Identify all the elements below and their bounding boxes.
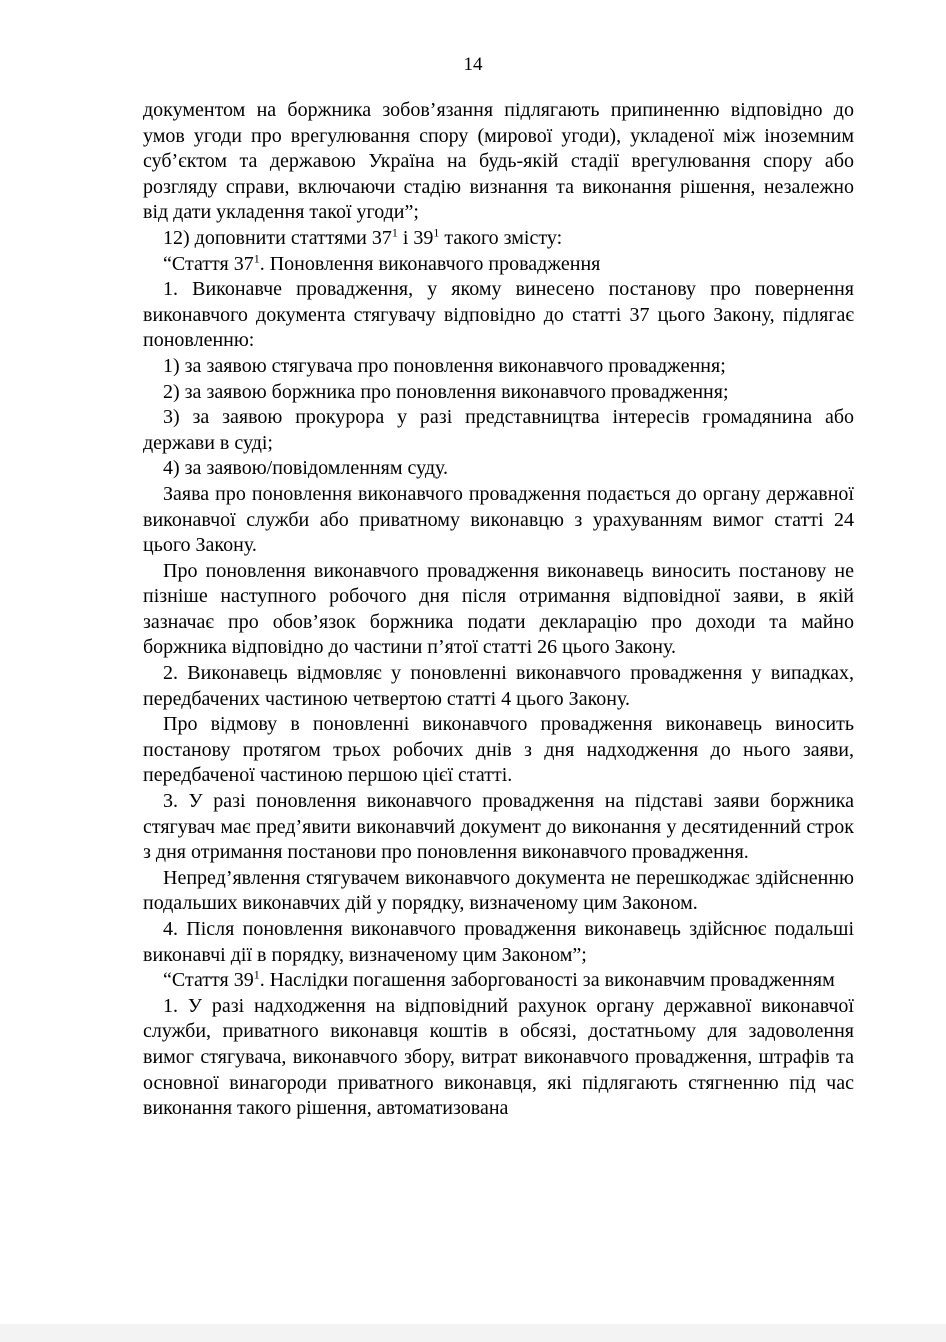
paragraph xyxy=(143,994,854,1122)
paragraph-text: такого змісту: xyxy=(439,226,563,249)
paragraph-text: Про поновлення виконавчого провадження виконавець виносить постанову не пізніше наступного робочого дня після отримання відповідної заяви, в якій зазначає про обов’язок боржника подати декларацію про доходи та майно боржника відповідно до частини п’ятої статті 26 цього Закону. xyxy=(143,559,854,659)
paragraph-text: Про відмову в поновленні виконавчого провадження виконавець виносить постанову протягом трьох робочих днів з дня надходження до нього заяви, передбаченої частиною першою цієї статті. xyxy=(143,713,854,787)
paragraph-text: 1. У разі надходження на відповідний рахунок органу державної виконавчої служби, приватного виконавця коштів в обсязі, достатньому для задоволення вимог стягувача, виконавчого збору, витрат виконавчого провадження, штрафів та основної винагороди приватного виконавця, які підлягають стягненню під час виконання такого рішення, автоматизована xyxy=(143,994,854,1120)
paragraph-text: . Поновлення виконавчого провадження xyxy=(259,252,601,275)
paragraph-text: Непред’явлення стягувачем виконавчого документа не перешкоджає здійсненню подальших виконавчих дій у порядку, визначеному цим Законом. xyxy=(143,866,854,915)
paragraph xyxy=(143,380,854,406)
superscript-index: 1 xyxy=(253,967,260,982)
paragraph xyxy=(143,789,854,866)
document-body xyxy=(143,98,854,1122)
paragraph xyxy=(143,559,854,661)
paragraph-text: 1) за заявою стягувача про поновлення виконавчого провадження; xyxy=(163,354,726,377)
superscript-index: 1 xyxy=(391,225,398,240)
paragraph-text: 2. Виконавець відмовляє у поновленні виконавчого провадження у випадках, передбачених частиною четвертою статті 4 цього Закону. xyxy=(143,662,854,710)
paragraph xyxy=(143,661,854,712)
paragraph xyxy=(143,405,854,456)
paragraph-text: 4) за заявою/повідомленням суду. xyxy=(163,457,449,480)
paragraph xyxy=(143,98,854,226)
paragraph-text: “Стаття 37 xyxy=(163,252,254,275)
paragraph xyxy=(143,277,854,354)
paragraph-text: . Наслідки погашення заборгованості за виконавчим провадженням xyxy=(259,969,835,992)
paragraph-text: 4. Після поновлення виконавчого провадження виконавець здійснює подальші виконавчі дії в порядку, визначеному цим Законом”; xyxy=(143,918,854,966)
paragraph xyxy=(143,917,854,968)
superscript-index: 1 xyxy=(433,225,440,240)
paragraph-text: 12) доповнити статтями 37 xyxy=(163,226,392,249)
paragraph xyxy=(143,866,854,917)
paragraph-text: 3) за заявою прокурора у разі представництва інтересів громадянина або держави в суді; xyxy=(143,406,854,454)
paragraph xyxy=(143,354,854,380)
paragraph xyxy=(143,226,854,252)
paragraph-text: Заява про поновлення виконавчого провадження подається до органу державної виконавчої служби або приватному виконавцю з урахуванням вимог статті 24 цього Закону. xyxy=(143,482,854,557)
paragraph-text: і 39 xyxy=(397,226,434,249)
paragraph xyxy=(143,252,854,278)
paragraph xyxy=(143,712,854,789)
page-bottom-edge xyxy=(0,1324,946,1342)
paragraph xyxy=(143,456,854,482)
paragraph-text: “Стаття 39 xyxy=(163,969,254,992)
paragraph-text: 3. У разі поновлення виконавчого провадження на підставі заяви боржника стягувач має пред’явити виконавчий документ до виконання у десятиденний строк з дня отримання постанови про поновлення виконавчого провадження. xyxy=(143,790,854,864)
paragraph-text: 1. Виконавче провадження, у якому винесено постанову про повернення виконавчого документа стягувачу відповідно до статті 37 цього Закону, підлягає поновленню: xyxy=(143,278,854,352)
paragraph xyxy=(143,968,854,994)
page-number: 14 xyxy=(463,54,483,75)
paragraph-text: 2) за заявою боржника про поновлення виконавчого провадження; xyxy=(163,380,729,403)
paragraph-text: документом на боржника зобов’язання підлягають припиненню відповідно до умов угоди про врегулювання спору (мирової угоди), укладеної між іноземним суб’єктом та державою Україна на будь-якій стадії врегулювання спору або розгляду справи, включаючи стадію визнання та виконання рішення, незалежно від дати укладення такої угоди”; xyxy=(143,99,854,224)
superscript-index: 1 xyxy=(253,250,260,265)
paragraph xyxy=(143,482,854,559)
